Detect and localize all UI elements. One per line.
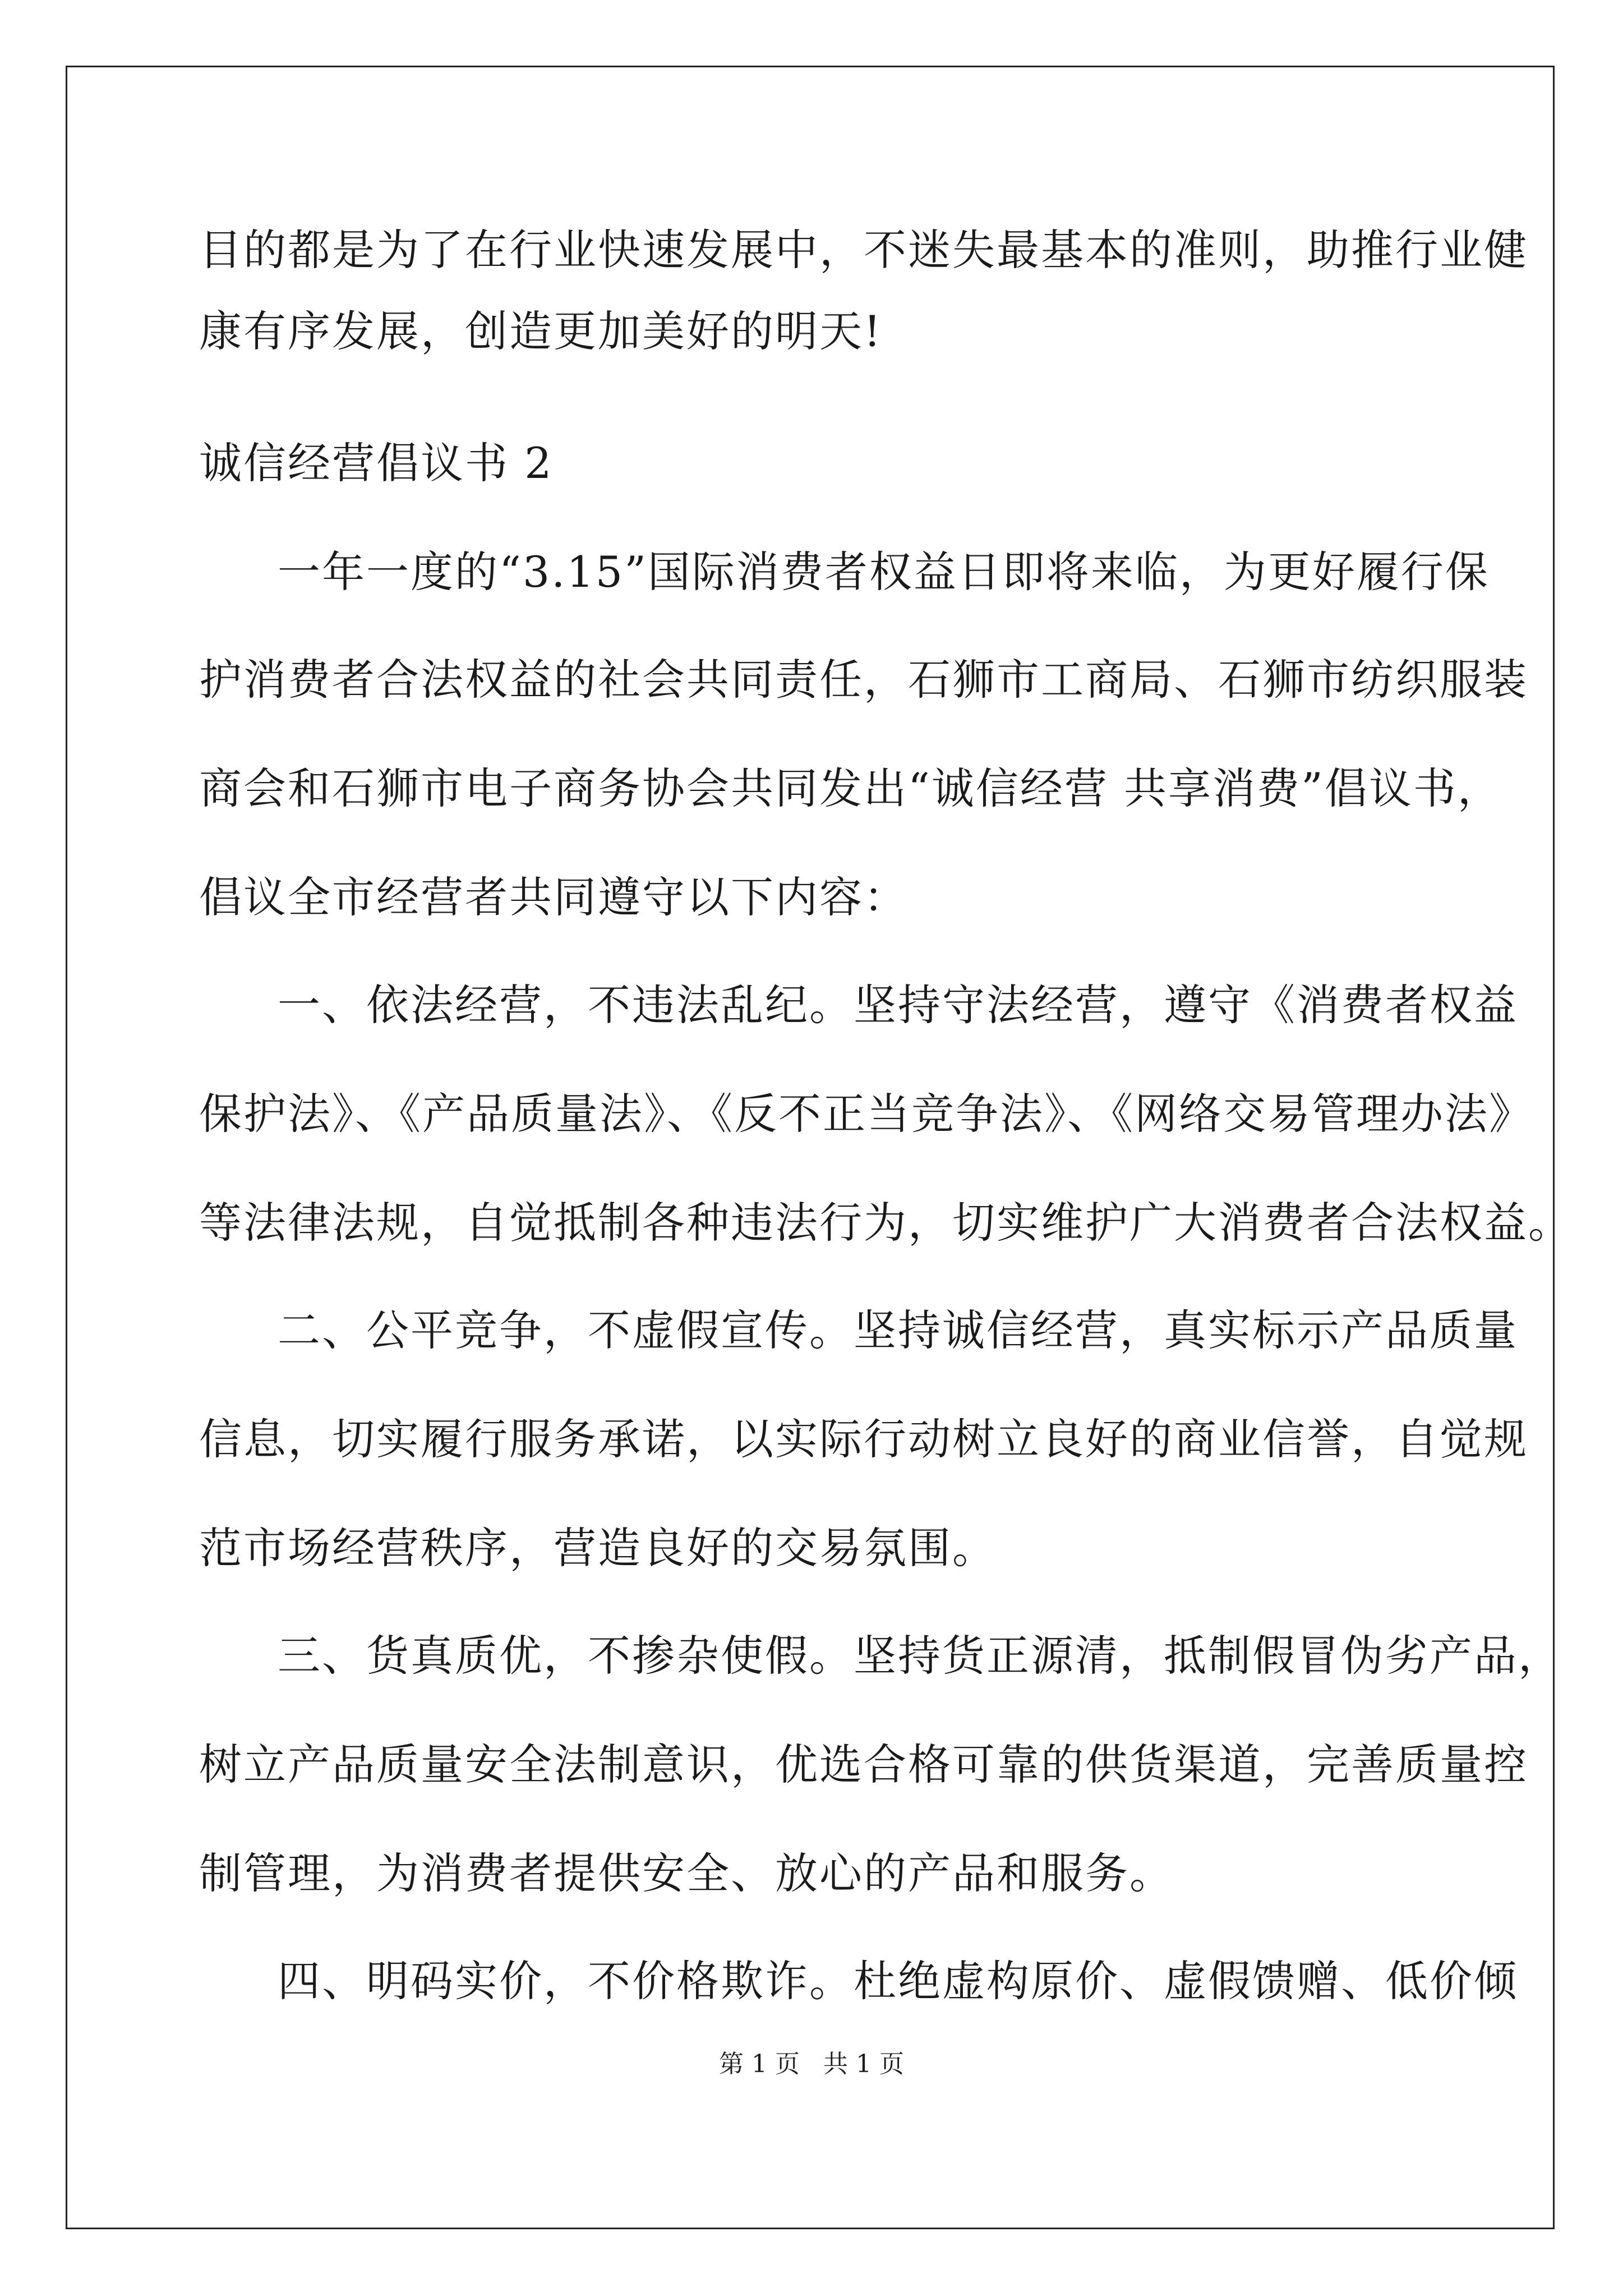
page-border — [66, 66, 1555, 2229]
text-line: 目的都是为了在行业快速发展中，不迷失最基本的准则，助推行业健 — [199, 225, 1528, 275]
text-line: 范市场经营秩序，营造良好的交易氛围。 — [199, 1523, 997, 1573]
text-line: 康有序发展，创造更加美好的明天! — [199, 306, 883, 356]
text-line: 树立产品质量安全法制意识，优选合格可靠的供货渠道，完善质量控 — [199, 1740, 1528, 1789]
text-line: 信息，切实履行服务承诺，以实际行动树立良好的商业信誉，自觉规 — [199, 1414, 1528, 1464]
text-line: 保护法》、《产品质量法》、《反不正当竞争法》、《网络交易管理办法》 — [199, 1089, 1533, 1139]
text-line: 三、货真质优，不掺杂使假。坚持货正源清，抵制假冒伪劣产品， — [278, 1631, 1562, 1681]
text-line: 倡议全市经营者共同遵守以下内容： — [199, 872, 908, 922]
text-line: 商会和石狮市电子商务协会共同发出“诚信经营 共享消费”倡议书， — [199, 763, 1502, 813]
text-line: 一、依法经营，不违法乱纪。坚持守法经营，遵守《消费者权益 — [278, 980, 1518, 1030]
section-title: 诚信经营倡议书 2 — [199, 438, 554, 488]
text-line: 四、明码实价，不价格欺诈。杜绝虚构原价、虚假馈赠、低价倾 — [278, 1956, 1518, 2006]
text-line: 二、公平竞争，不虚假宣传。坚持诚信经营，真实标示产品质量 — [278, 1305, 1518, 1355]
page-number: 第 1 页 共 1 页 — [719, 2050, 904, 2078]
text-line: 护消费者合法权益的社会共同责任，石狮市工商局、石狮市纺织服装 — [199, 655, 1528, 705]
text-line: 一年一度的“3.15”国际消费者权益日即将来临，为更好履行保 — [278, 547, 1490, 597]
text-line: 制管理，为消费者提供安全、放心的产品和服务。 — [199, 1848, 1174, 1898]
text-line: 等法律法规，自觉抵制各种违法行为，切实维护广大消费者合法权益。 — [199, 1198, 1573, 1248]
